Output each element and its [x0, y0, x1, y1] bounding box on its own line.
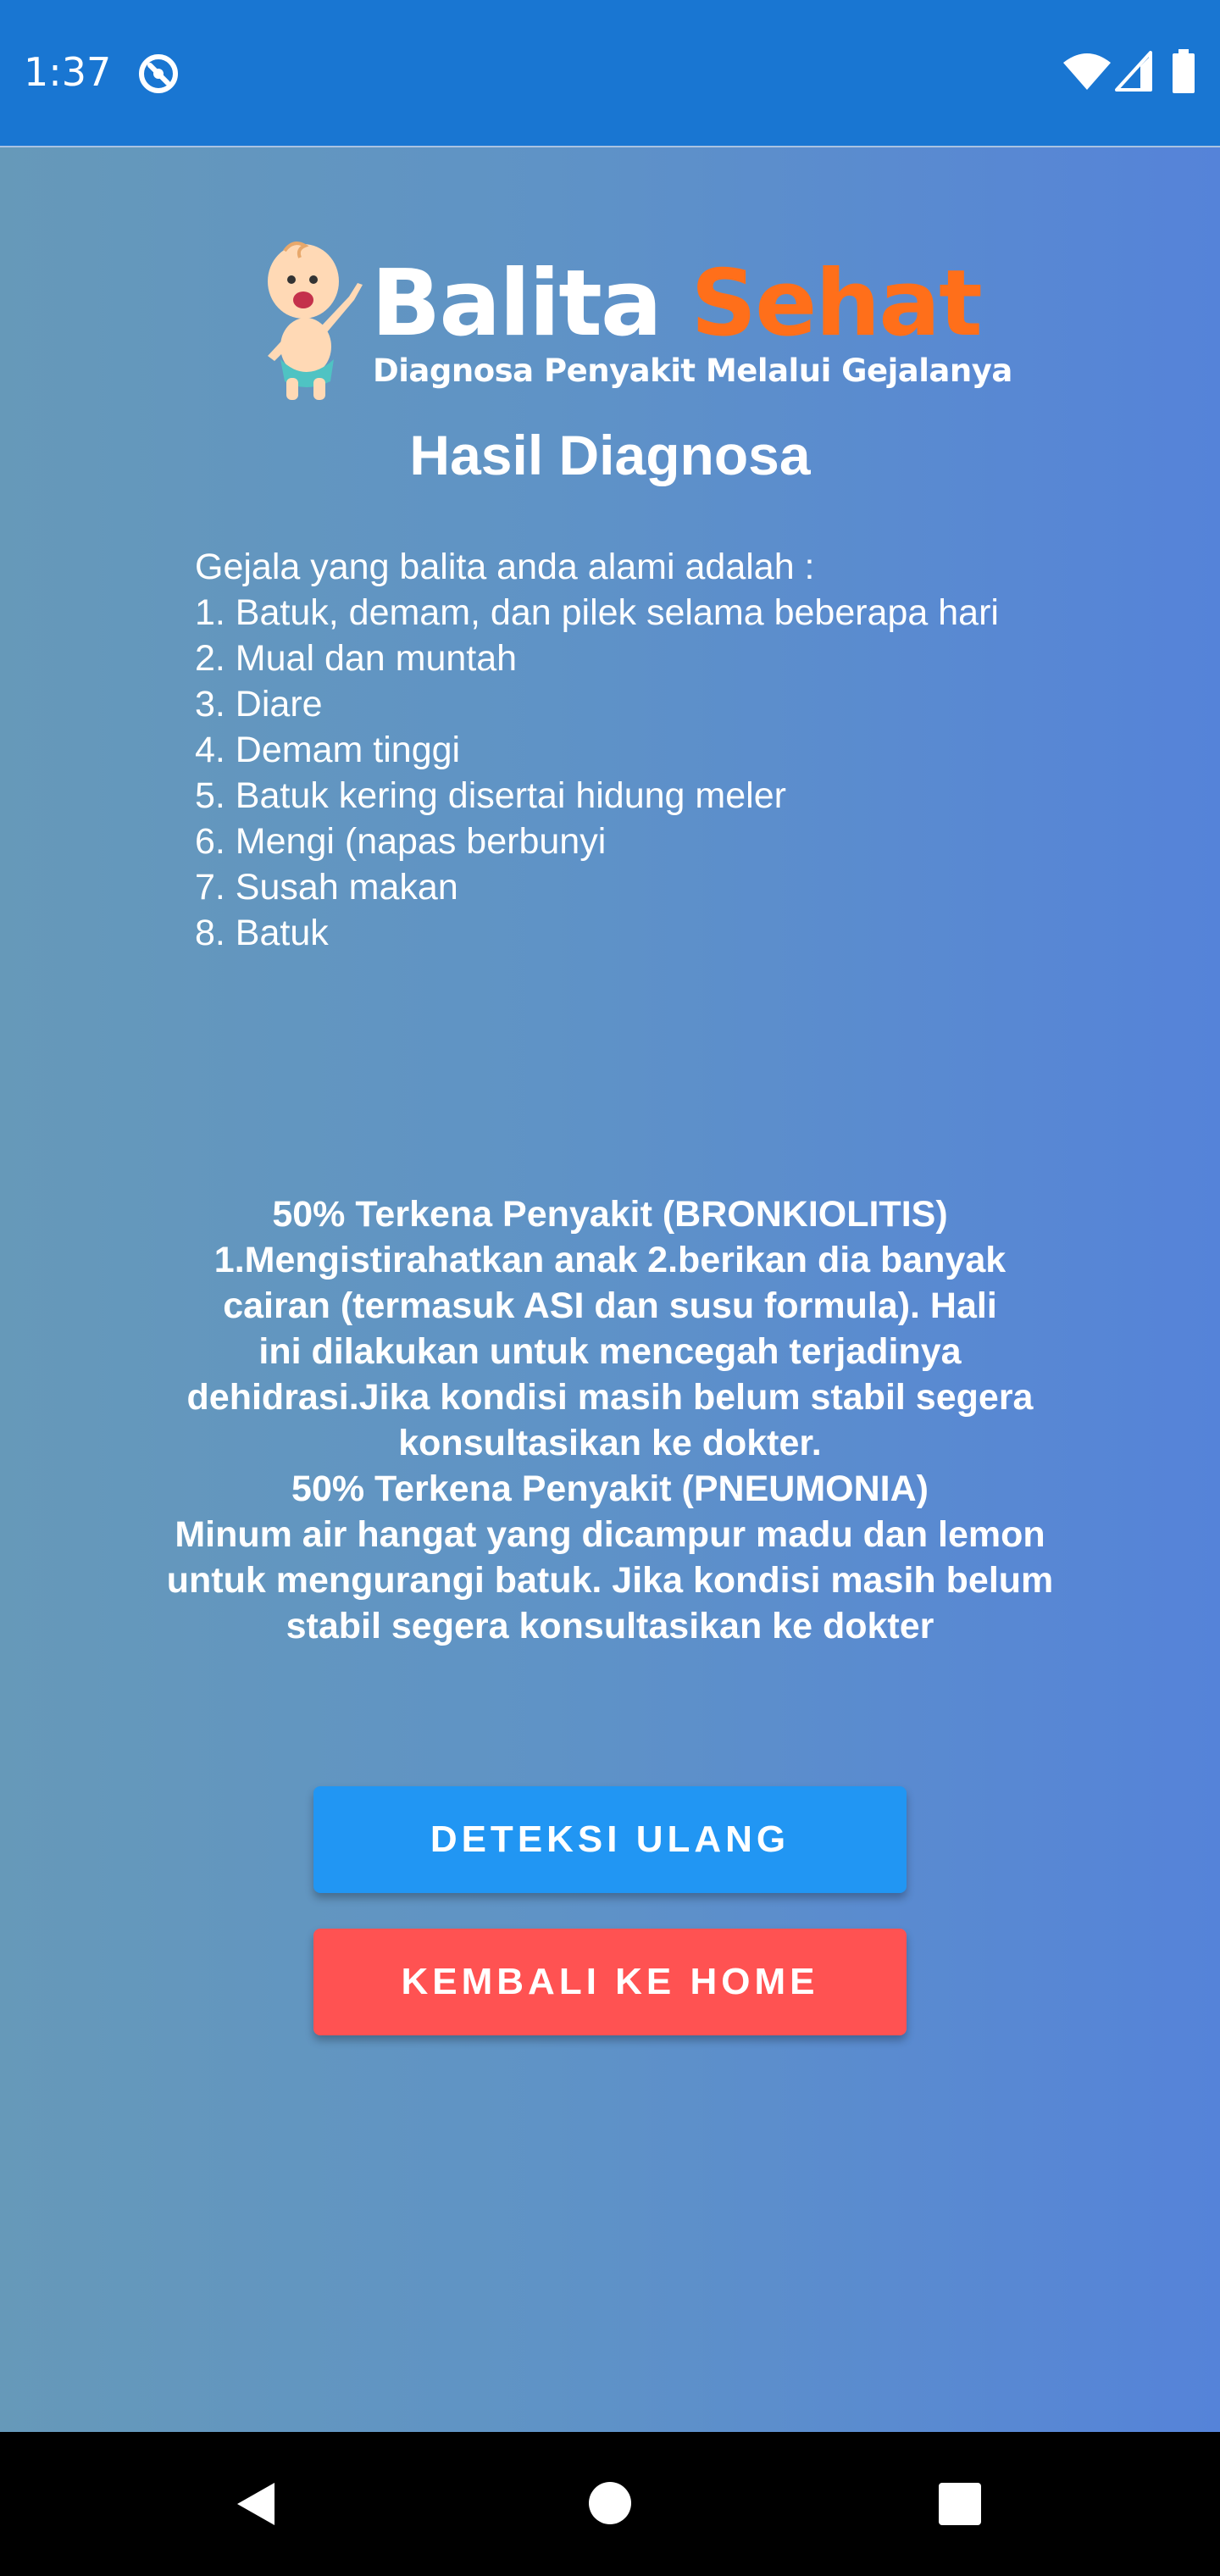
symptom-list [195, 544, 1127, 956]
logo-word-accent: Sehat [690, 251, 981, 357]
result-advice-pneumonia: Minum air hangat yang dicampur madu dan lemon untuk mengurangi batuk. Jika kondisi masih belum stabil segera konsultasikan ke dokter [166, 1514, 1054, 1646]
symptom-item: 7. Susah makan [195, 867, 458, 908]
back-to-home-button[interactable]: KEMBALI KE HOME [313, 1929, 907, 2035]
symptom-item: 3. Diare [195, 684, 323, 724]
page-title: Hasil Diagnosa [409, 424, 811, 486]
status-bar [0, 0, 1220, 146]
result-heading-bronkiolitis: 50% Terkena Penyakit (BRONKIOLITIS) [272, 1194, 948, 1235]
baby-mascot-icon [259, 232, 369, 402]
app-logo [254, 232, 1012, 402]
home-icon[interactable] [588, 2481, 632, 2525]
logo-word-primary: Balita [371, 251, 661, 357]
symptom-intro: Gejala yang balita anda alami adalah : [195, 547, 815, 587]
symptom-item: 4. Demam tinggi [195, 730, 461, 770]
symptom-item: 8. Batuk [195, 913, 329, 953]
symptom-item: 5. Batuk kering disertai hidung meler [195, 775, 786, 816]
result-heading-pneumonia: 50% Terkena Penyakit (PNEUMONIA) [291, 1468, 929, 1509]
symptom-item: 6. Mengi (napas berbunyi [195, 821, 607, 862]
wifi-icon [1062, 53, 1112, 92]
logo-tagline: Diagnosa Penyakit Melalui Gejalanya [373, 353, 1012, 389]
result-advice-bronkiolitis: 1.Mengistirahatkan anak 2.berikan dia banyak cairan (termasuk ASI dan susu formula). Hali ini dilakukan untuk mencegah terjadinya dehidrasi.Jika kondisi masih belum stabil segera konsultasikan ke dokter. [186, 1240, 1034, 1463]
back-icon[interactable] [234, 2479, 278, 2529]
diagnosis-result-screen [0, 146, 1220, 2432]
symptom-item: 1. Batuk, demam, dan pilek selama beberapa hari [195, 592, 999, 633]
status-time: 1:37 [24, 49, 112, 95]
recent-apps-icon[interactable] [939, 2483, 981, 2525]
logo-wordmark [371, 251, 981, 357]
diagnosis-result [127, 1191, 1093, 1649]
app-sync-icon [136, 51, 181, 97]
signal-icon [1115, 51, 1152, 92]
symptom-item: 2. Mual dan muntah [195, 638, 518, 679]
battery-icon [1173, 49, 1195, 93]
detect-again-button[interactable]: DETEKSI ULANG [313, 1786, 907, 1893]
navigation-bar [0, 2432, 1220, 2576]
